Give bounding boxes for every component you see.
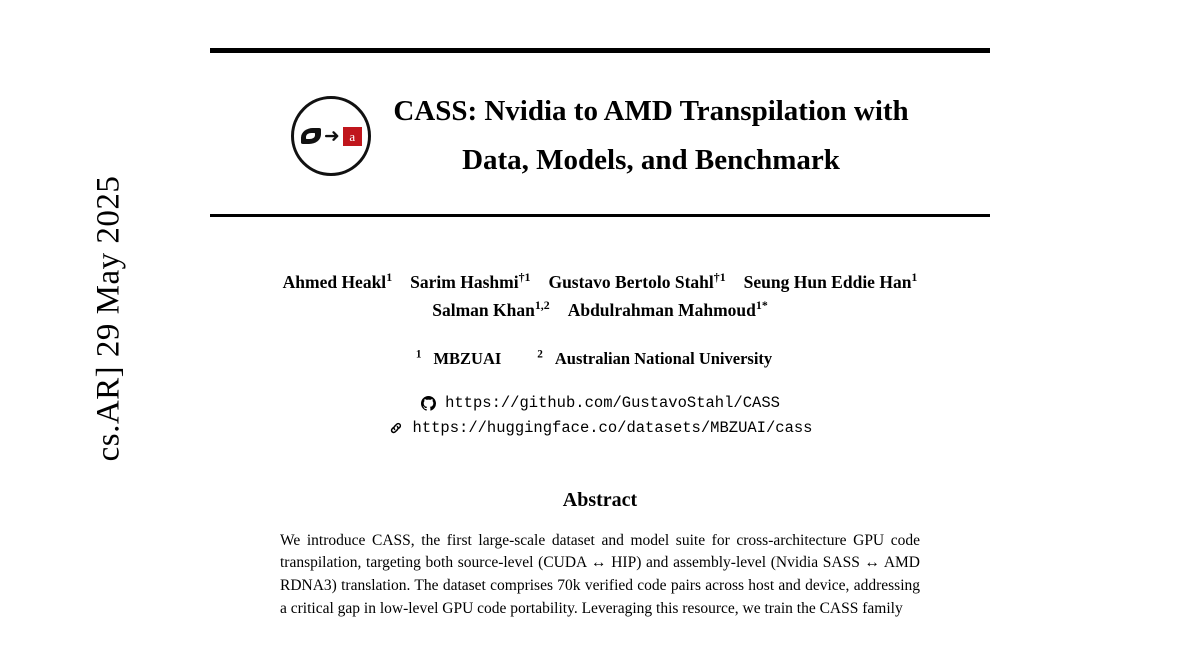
author-item: Gustavo Bertolo Stahl$^{\dagger 1}$ xyxy=(548,270,726,293)
nvidia-eye-icon xyxy=(301,128,321,144)
author-line-2 xyxy=(210,297,990,325)
cass-logo xyxy=(291,96,371,176)
author-line-1 xyxy=(210,269,990,297)
affiliation-list xyxy=(210,349,990,370)
author-item: Sarim Hashmi$^{\dagger 1}$ xyxy=(410,270,531,293)
author-list xyxy=(210,269,990,325)
link-chain-icon xyxy=(388,420,405,437)
dataset-url[interactable]: https://huggingface.co/datasets/MBZUAI/cass xyxy=(412,418,813,437)
resource-links xyxy=(210,391,990,441)
header-rule-bottom xyxy=(210,214,990,217)
author-item: Salman Khan$^{1,2}$ xyxy=(432,298,550,321)
amd-badge-icon: a xyxy=(343,127,362,146)
github-icon xyxy=(420,395,437,412)
affiliation-item: $^1$ MBZUAI xyxy=(415,348,502,368)
abstract-heading: Abstract xyxy=(562,488,638,511)
page-title xyxy=(393,87,908,186)
abstract-text: We introduce CASS, the first large-scale dataset and model suite for cross-architecture GPU code transpilation, targeting both source-level (CUDA ↔ HIP) and assembly-level (Nvidia SASS ↔ AMD RDNA3) translation. The dataset comprises 70k verified code pairs across host and device, addressing a critical gap in low-level GPU code portability. Leveraging this resource, we train the CASS family xyxy=(280,531,920,617)
title-block xyxy=(210,87,990,186)
page-title-line-2: Data, Models, and Benchmark xyxy=(462,144,840,177)
author-item: Abdulrahman Mahmoud$^{1*}$ xyxy=(567,298,768,321)
affiliation-item: $^2$ Australian National University xyxy=(537,348,773,368)
arrow-right-icon: ➜ xyxy=(323,125,340,147)
paper-content-column xyxy=(210,0,990,648)
github-url[interactable]: https://github.com/GustavoStahl/CASS xyxy=(445,394,780,412)
page-title-line-1: CASS: Nvidia to AMD Transpilation with xyxy=(393,95,909,127)
github-link-row[interactable] xyxy=(210,391,990,416)
arxiv-vertical-stamp: cs.AR] 29 May 2025 xyxy=(90,175,127,462)
author-item: Seung Hun Eddie Han$^1$ xyxy=(743,270,918,293)
dataset-link-row[interactable] xyxy=(210,416,990,441)
author-item: Ahmed Heakl$^1$ xyxy=(282,270,393,293)
header-rule-top xyxy=(210,48,990,53)
